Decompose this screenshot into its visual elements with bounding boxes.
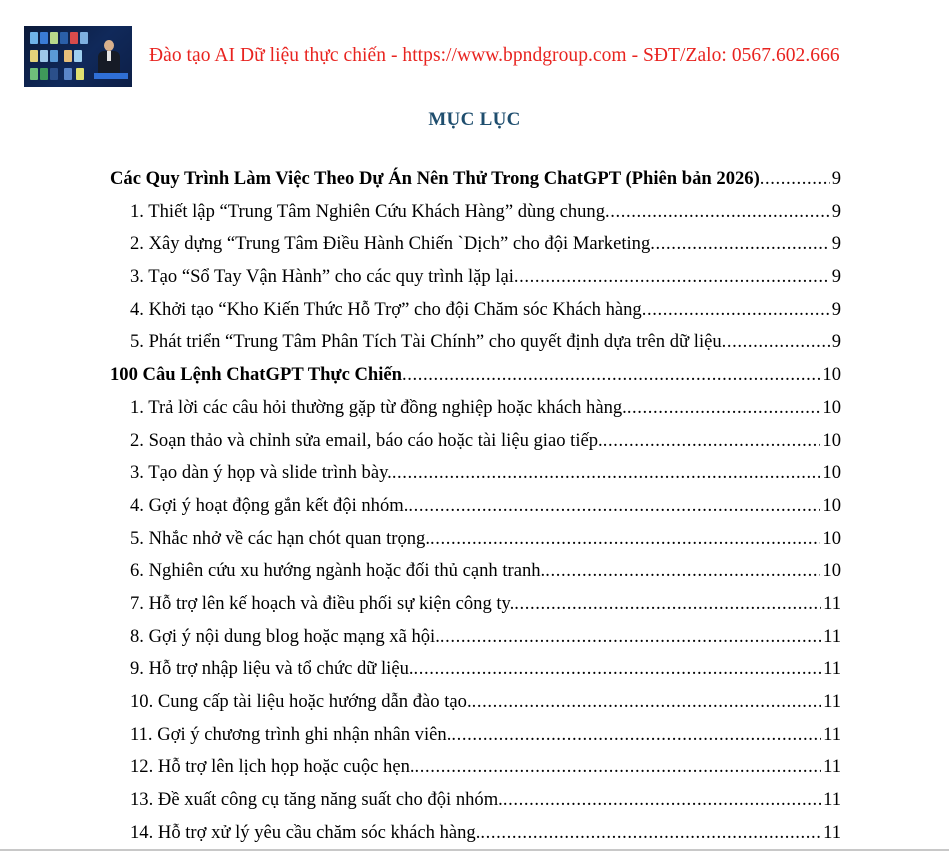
dot-leader [402,364,820,386]
toc-entry-label: 5. Phát triển “Trung Tâm Phân Tích Tài Chính” cho quyết định dựa trên dữ liệu [130,331,722,353]
dot-leader [440,626,821,648]
toc-item-entry[interactable] [110,593,841,626]
toc-page-number: 10 [822,527,841,549]
dot-leader [650,233,829,255]
toc-item-entry[interactable] [110,528,841,561]
dot-leader [722,331,830,353]
toc-entry-label: 4. Khởi tạo “Kho Kiến Thức Hỗ Trợ” cho đội Chăm sóc Khách hàng [130,298,642,320]
toc-page-number: 10 [822,364,841,386]
toc-item-entry[interactable] [110,626,841,659]
toc-page-number: 11 [823,691,841,712]
toc-section-entry[interactable] [110,364,841,397]
toc-entry-label: 2. Xây dựng “Trung Tâm Điều Hành Chiến `Dịch” cho đội Marketing [130,233,651,255]
toc-entry-label: 12. Hỗ trợ lên lịch họp hoặc cuộc hẹn. [130,756,415,778]
toc-entry-label: 4. Gợi ý hoạt động gắn kết đội nhóm. [130,494,409,516]
dot-leader [415,756,822,778]
toc-item-entry[interactable] [110,299,841,332]
toc-page-number: 9 [831,266,841,288]
dot-leader [451,724,821,746]
toc-item-entry[interactable] [110,397,841,430]
toc-page-number: 10 [822,494,841,516]
toc-page-number: 9 [831,168,841,189]
toc-title: MỤC LỤC [428,109,521,130]
dot-leader [392,462,821,484]
toc-entry-label: 100 Câu Lệnh ChatGPT Thực Chiến [110,364,403,386]
banner-text[interactable]: Đào tạo AI Dữ liệu thực chiến - https://www.bpndgroup.com - SĐT/Zalo: 0567.602.666 [149,45,840,66]
toc-entry-label: Các Quy Trình Làm Việc Theo Dự Án Nên Thử Trong ChatGPT (Phiên bản 2026) [110,168,760,189]
toc-page-number: 10 [822,560,841,582]
toc-item-entry[interactable] [110,724,841,757]
toc-entry-label: 3. Tạo dàn ý họp và slide trình bày. [130,462,392,484]
dot-leader [603,430,821,452]
page-header [24,25,840,87]
toc-page-number: 10 [822,429,841,451]
toc-item-entry[interactable] [110,266,841,299]
toc-entry-label: 11. Gợi ý chương trình ghi nhận nhân viên. [130,723,452,745]
toc-entry-label: 1. Trả lời các câu hỏi thường gặp từ đồng nghiệp hoặc khách hàng. [130,396,627,418]
brand-logo [24,26,132,87]
toc-entry-label: 1. Thiết lập “Trung Tâm Nghiên Cứu Khách Hàng” dùng chung [130,200,606,222]
page-bottom-edge [0,849,949,851]
toc-item-entry[interactable] [110,756,841,789]
dot-leader [503,789,821,811]
toc-section-entry[interactable] [110,168,841,201]
toc-entry-label: 13. Đề xuất công cụ tăng năng suất cho đội nhóm. [130,789,503,811]
toc-entry-label: 7. Hỗ trợ lên kế hoạch và điều phối sự kiện công ty. [130,592,515,614]
dot-leader [430,528,820,550]
toc-item-entry[interactable] [110,462,841,495]
toc-page-number: 11 [823,592,841,614]
toc-page-number: 11 [823,789,841,811]
toc-entry-label: 8. Gợi ý nội dung blog hoặc mạng xã hội. [130,625,440,647]
toc-entry-label: 14. Hỗ trợ xử lý yêu cầu chăm sóc khách hàng. [130,821,481,843]
dot-leader [514,593,821,615]
toc-item-entry[interactable] [110,201,841,234]
toc-item-entry[interactable] [110,495,841,528]
dot-leader [414,658,822,680]
toc-entry-label: 10. Cung cấp tài liệu hoặc hướng dẫn đào tạo. [130,691,472,712]
toc-entry-label: 5. Nhắc nhở về các hạn chót quan trọng. [130,527,430,549]
toc-page-number: 10 [822,462,841,484]
toc-entry-label: 3. Tạo “Sổ Tay Vận Hành” cho các quy trình lặp lại [130,266,514,288]
toc-entry-label: 2. Soạn thảo và chỉnh sửa email, báo cáo hoặc tài liệu giao tiếp. [130,429,603,451]
dot-leader [480,822,821,844]
toc-page-number: 11 [823,658,841,680]
toc-item-entry[interactable] [110,789,841,822]
dot-leader [760,168,830,190]
toc-entry-label: 9. Hỗ trợ nhập liệu và tổ chức dữ liệu. [130,658,414,680]
dot-leader [514,266,830,288]
toc-page-number: 10 [822,396,841,418]
dot-leader [642,299,830,321]
toc-item-entry[interactable] [110,560,841,593]
toc-page-number: 9 [831,331,841,353]
dot-leader [472,691,821,713]
toc-page-number: 9 [831,298,841,320]
toc-item-entry[interactable] [110,331,841,364]
table-of-contents [110,168,841,854]
toc-item-entry[interactable] [110,691,841,724]
toc-page-number: 11 [823,821,841,843]
dot-leader [605,201,830,223]
toc-page-number: 9 [831,200,841,222]
dot-leader [408,495,820,517]
toc-page-number: 9 [831,233,841,255]
toc-item-entry[interactable] [110,233,841,266]
toc-entry-label: 6. Nghiên cứu xu hướng ngành hoặc đối thủ cạnh tranh. [130,560,546,582]
toc-page-number: 11 [823,723,841,745]
toc-item-entry[interactable] [110,658,841,691]
toc-page-number: 11 [823,756,841,778]
dot-leader [627,397,821,419]
dot-leader [545,560,820,582]
toc-item-entry[interactable] [110,430,841,463]
toc-page-number: 11 [823,625,841,647]
